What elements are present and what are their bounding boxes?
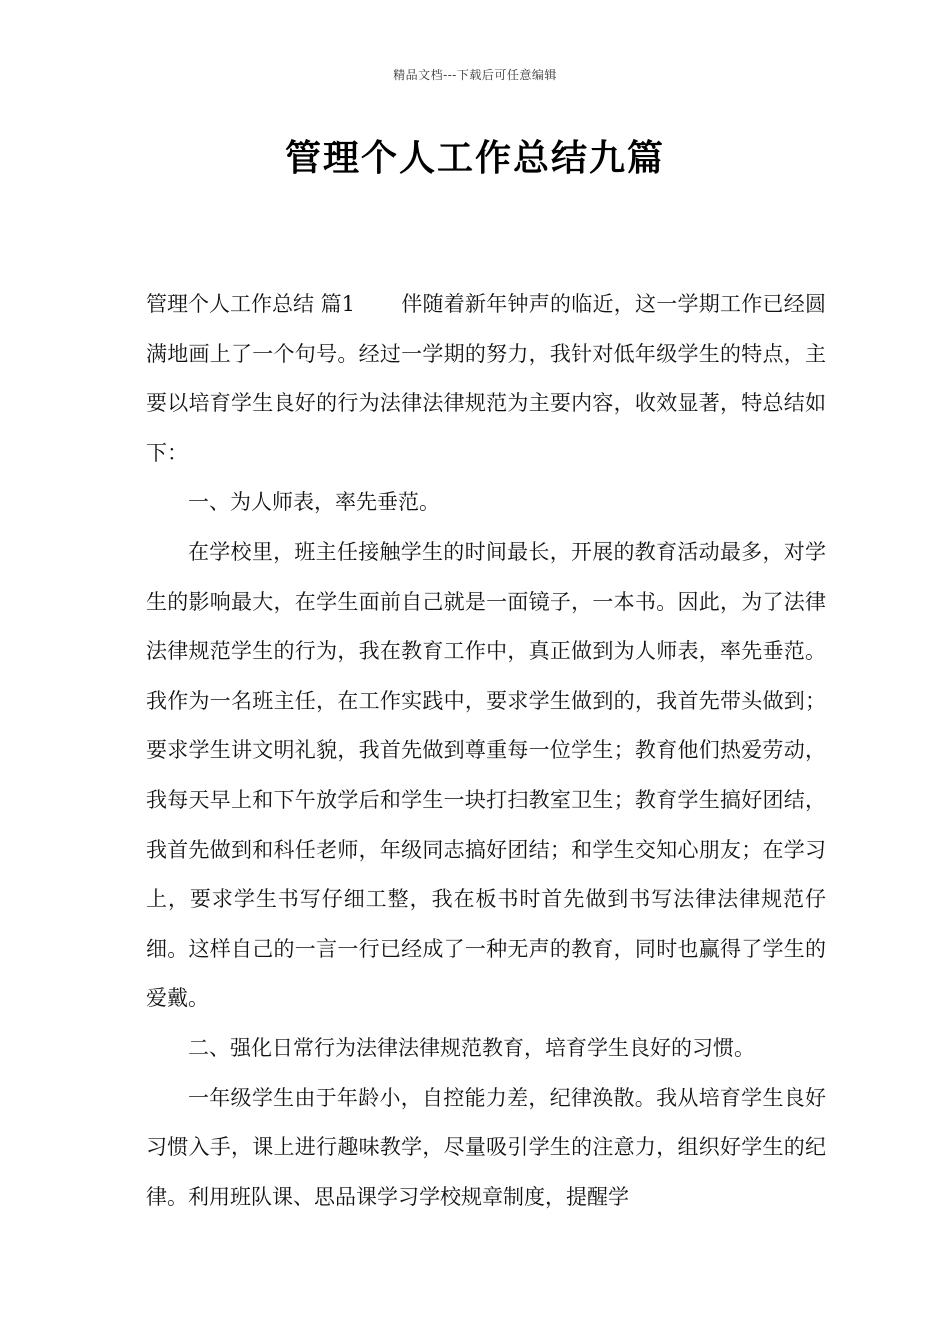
paragraph-2: 一、为人师表，率先垂范。 [188, 490, 440, 515]
header-note: 精品文档---下载后可任意编辑 [393, 68, 557, 82]
paragraph-3: 在学校里，班主任接触学生的时间最长，开展的教育活动最多，对学生的影响最大，在学生面前自己就是一面镜子，一本书。因此，为了法律法律规范学生的行为，我在教育工作中，真正做到为人师表，率先垂范。我作为一名班主任，在工作实践中，要求学生做到的，我首先带头做到；要求学生讲文明礼貌，我首先做到尊重每一位学生；教育他们热爱劳动，我每天早上和下午放学后和学生一块打扫教室卫生；教育学生搞好团结，我首先做到和科任老师，年级同志搞好团结；和学生交知心朋友；在学习上，要求学生书写仔细工整，我在板书时首先做到书写法律法律规范仔细。这样自己的一言一行已经成了一种无声的教育，同时也赢得了学生的爱戴。 [146, 539, 826, 1011]
paragraph-1-text: 伴随着新年钟声的临近，这一学期工作已经圆满地画上了一个句号。经过一学期的努力，我针对低年级学生的特点，主要以培育学生良好的行为法律法律规范为主要内容，收效显著，特总结如下： [146, 292, 826, 465]
paragraph-1 [146, 280, 826, 478]
paragraph-5: 一年级学生由于年龄小，自控能力差，纪律涣散。我从培育学生良好习惯入手，课上进行趣味教学，尽量吸引学生的注意力，组织好学生的纪律。利用班队课、思品课学习学校规章制度，提醒学 [146, 1085, 826, 1209]
section-label: 管理个人工作总结 篇1 [146, 292, 356, 316]
paragraph-4: 二、强化日常行为法律法律规范教育，培育学生良好的习惯。 [188, 1035, 755, 1060]
document-body [146, 280, 826, 1222]
document-title: 管理个人工作总结九篇 [284, 138, 665, 179]
